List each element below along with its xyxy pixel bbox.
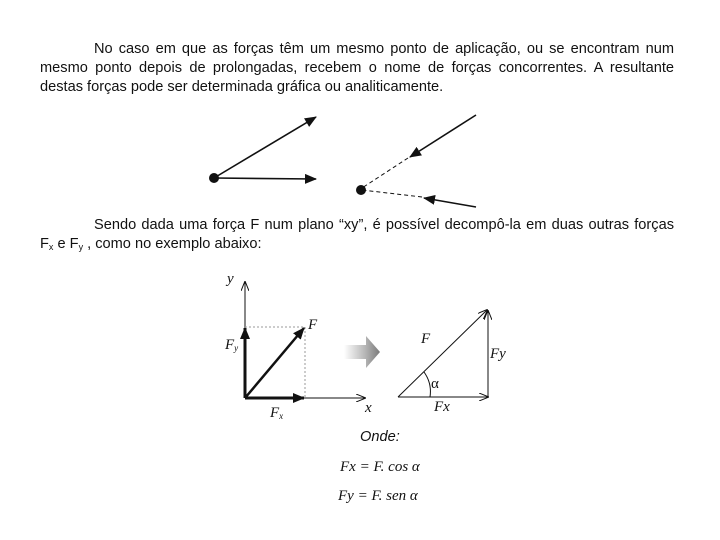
force-arrow-bottom-right	[424, 198, 476, 207]
force-arrow-top-right	[410, 115, 476, 157]
application-point	[209, 173, 219, 183]
force-triangle-diagram	[398, 310, 488, 397]
prolongation-line-upper	[362, 158, 408, 188]
alpha-angle-arc	[424, 372, 430, 397]
formula-fy: Fy = F. sen α	[338, 488, 418, 504]
paragraph-concurrent-forces: No caso em que as forças têm um mesmo ponto de aplicação, ou se encontram num mesmo ponto depois de prolongadas, recebem o nome de forças concorrentes. A resultante destas forças pode ser determinada gráfica ou analiticamente.	[40, 41, 674, 95]
resultant-force-arrow	[245, 328, 304, 398]
force-arrow-horizontal	[214, 178, 316, 179]
decomposition-axes-diagram	[245, 282, 365, 398]
triangle-fx-label: Fx	[434, 399, 450, 415]
force-arrow-upper	[214, 117, 316, 178]
force-f-label: F	[308, 317, 318, 333]
concurrent-forces-prolonged	[356, 115, 476, 207]
x-axis-label: x	[365, 400, 372, 416]
triangle-f-hypotenuse	[398, 310, 487, 397]
paragraph-decomposition: Sendo dada uma força F num plano “xy”, é possível decompô-la em duas outras forças $F_x$ e $F_y$ , como no exemplo abaixo:	[40, 217, 674, 252]
fx-label: $F_x$	[270, 405, 284, 421]
alpha-label: α	[431, 376, 439, 392]
intersection-point	[356, 185, 366, 195]
formula-fx: Fx = F. cos α	[340, 459, 420, 475]
y-axis-label: y	[227, 271, 234, 287]
onde-label: Onde:	[360, 429, 400, 445]
triangle-fy-label: Fy	[490, 346, 506, 362]
fy-label: $F_y$	[225, 337, 239, 353]
concurrent-forces-common-point	[209, 117, 316, 183]
prolongation-line-lower	[362, 190, 422, 197]
transform-arrow-icon	[344, 336, 380, 368]
triangle-f-label: F	[421, 331, 431, 347]
